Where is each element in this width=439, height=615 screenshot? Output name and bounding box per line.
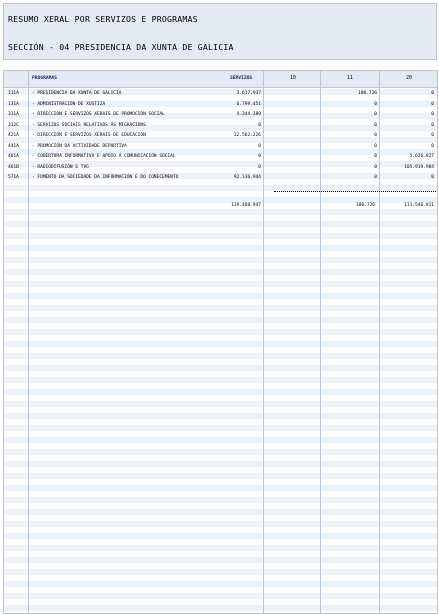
program-name: - ADMINISTRACIÓN DE XUSTIZA bbox=[32, 101, 106, 107]
value-11: 0 bbox=[374, 112, 377, 117]
program-code: 311A bbox=[8, 112, 19, 117]
program-code: 571A bbox=[8, 175, 19, 180]
value-10: 12.562.226 bbox=[233, 133, 261, 138]
table-header bbox=[4, 71, 437, 88]
program-name: - PRESIDENCIA DA XUNTA DE GALICIA bbox=[32, 91, 122, 96]
value-10: 92.136.944 bbox=[233, 175, 261, 180]
value-20: 5.626.827 bbox=[409, 154, 434, 159]
program-code: 131A bbox=[8, 101, 19, 107]
value-20: 0 bbox=[431, 143, 434, 149]
col-servizos: SERVIZOS bbox=[230, 76, 253, 81]
col-programas: PROGRAMAS bbox=[32, 76, 57, 81]
table-row bbox=[4, 101, 437, 112]
program-code: 461A bbox=[8, 154, 19, 159]
value-20: 0 bbox=[431, 122, 434, 128]
totals-row bbox=[4, 202, 437, 212]
program-code: 461B bbox=[8, 164, 19, 170]
program-name: - PROMOCIÓN DA ACTIVIDADE DEPORTIVA bbox=[32, 143, 127, 149]
value-10: 0 bbox=[258, 154, 261, 159]
value-11: 0 bbox=[374, 143, 377, 149]
program-name: - RADIODIFUSIÓN E TVG bbox=[32, 164, 89, 170]
value-11: 100.726 bbox=[358, 91, 377, 96]
value-20: 0 bbox=[431, 91, 434, 96]
value-20: 105.919.984 bbox=[404, 164, 434, 170]
table-row bbox=[4, 122, 437, 133]
report-header bbox=[3, 3, 437, 60]
value-20: 0 bbox=[431, 112, 434, 117]
table-row bbox=[4, 164, 437, 175]
value-10: 6.799.451 bbox=[236, 101, 261, 107]
value-20: 0 bbox=[431, 175, 434, 180]
table-row bbox=[4, 132, 437, 143]
total-10: 119.460.947 bbox=[231, 203, 261, 208]
table-row bbox=[4, 143, 437, 154]
col-10: 10 bbox=[290, 76, 296, 81]
report-title: RESUMO XERAL POR SERVIZOS E PROGRAMAS bbox=[8, 14, 198, 24]
program-name: - DIRECCIÓN E SERVIZOS XERAIS DE PROMOCIÓN SOCIAL bbox=[32, 112, 165, 117]
value-11: 0 bbox=[374, 154, 377, 159]
col-11: 11 bbox=[347, 76, 353, 81]
value-11: 0 bbox=[374, 122, 377, 128]
program-name: - DIRECCIÓN E SERVIZOS XERAIS DE EDUCACIÓN bbox=[32, 133, 146, 138]
value-20: 0 bbox=[431, 101, 434, 107]
value-10: 0 bbox=[258, 164, 261, 170]
table-row bbox=[4, 153, 437, 164]
value-11: 0 bbox=[374, 175, 377, 180]
table-row bbox=[4, 111, 437, 122]
program-name: - COBERTURA INFORMATIVA E APOIO Á COMUNICACIÓN SOCIAL bbox=[32, 154, 176, 159]
program-name: - SERVIZOS SOCIAIS RELATIVOS ÁS MIGRACIÓNS bbox=[32, 122, 146, 128]
value-10: 0 bbox=[258, 122, 261, 128]
program-code: 312C bbox=[8, 122, 19, 128]
value-10: 3.617.937 bbox=[236, 91, 261, 96]
value-11: 0 bbox=[374, 101, 377, 107]
value-20: 0 bbox=[431, 133, 434, 138]
value-11: 0 bbox=[374, 164, 377, 170]
program-code: 441A bbox=[8, 143, 19, 149]
total-20: 111.546.811 bbox=[404, 203, 434, 208]
summary-table bbox=[3, 70, 438, 614]
section-title: SECCIÓN - 04 PRESIDENCIA DA XUNTA DE GALICIA bbox=[8, 42, 234, 52]
program-name: - FOMENTO DA SOCIEDADE DA INFORMACIÓN E DO COÑECEMENTO bbox=[32, 175, 179, 180]
table-row bbox=[4, 174, 437, 185]
col-20: 20 bbox=[406, 76, 412, 81]
total-separator bbox=[274, 191, 436, 192]
value-10: 4.344.389 bbox=[236, 112, 261, 117]
value-11: 0 bbox=[374, 133, 377, 138]
program-code: 111A bbox=[8, 91, 19, 96]
total-11: 100.726 bbox=[356, 203, 375, 208]
value-10: 0 bbox=[258, 143, 261, 149]
program-code: 421A bbox=[8, 133, 19, 138]
table-row bbox=[4, 90, 437, 101]
